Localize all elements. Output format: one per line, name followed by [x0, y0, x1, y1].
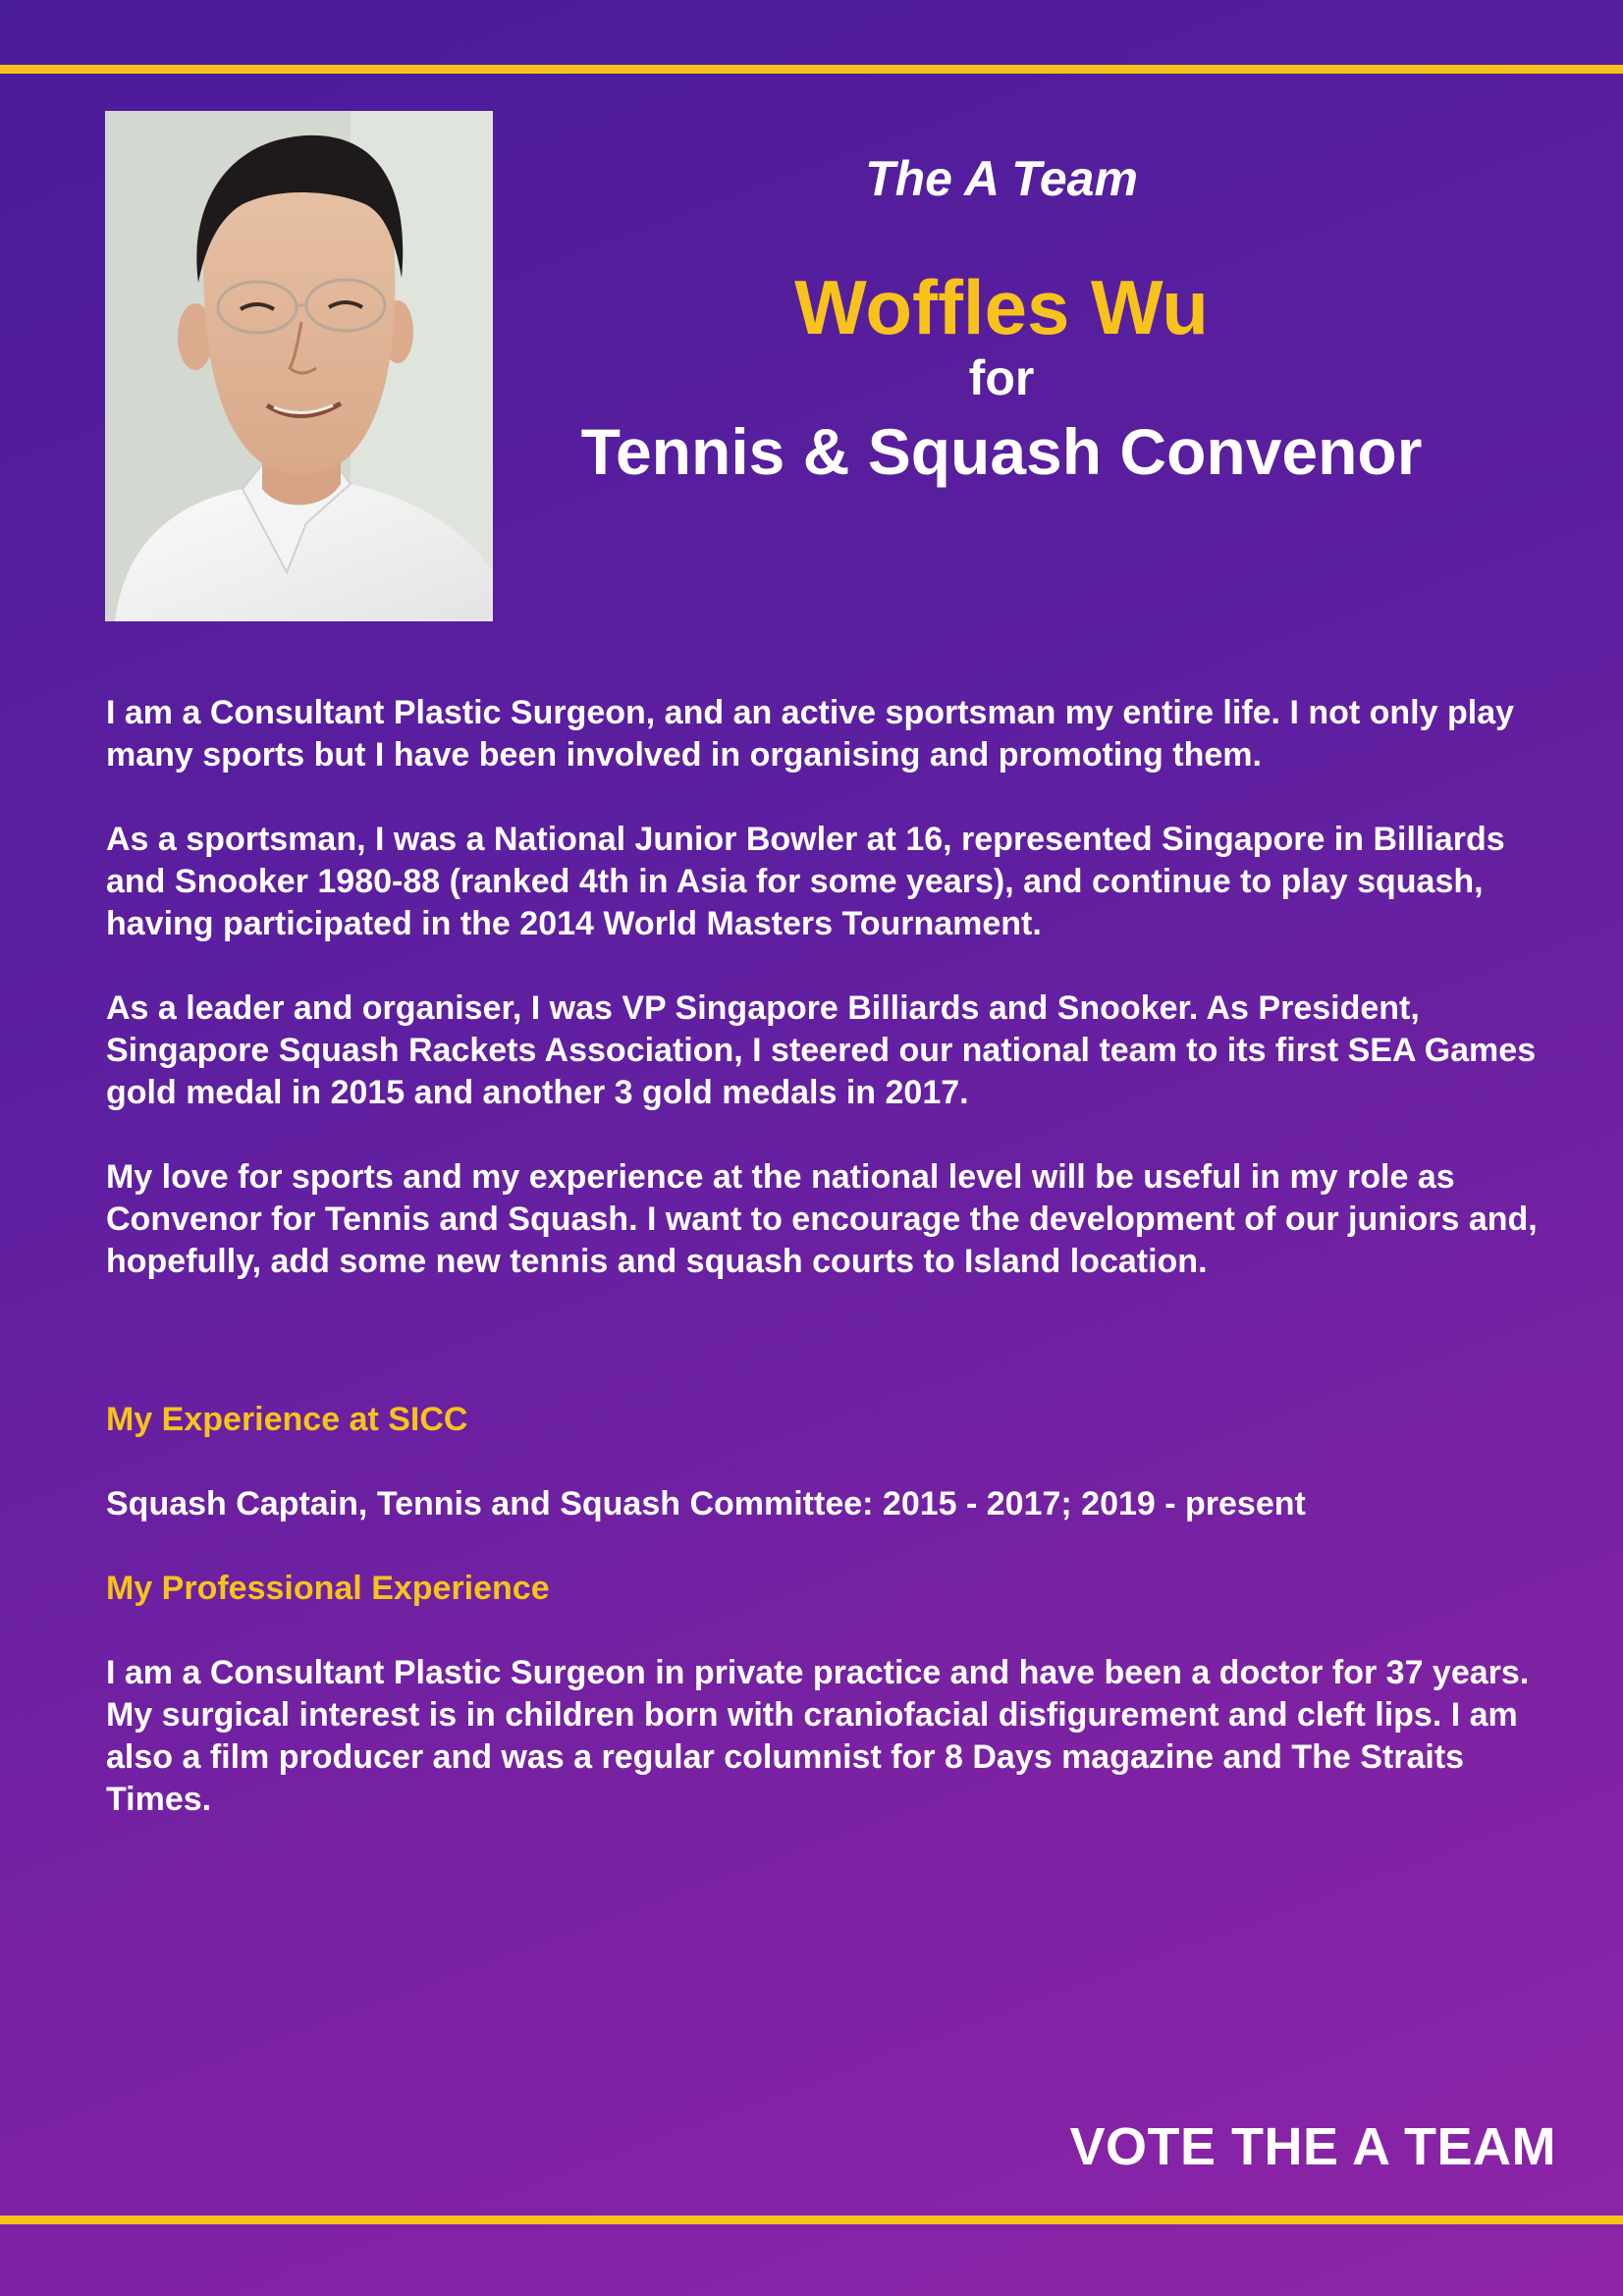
- team-label: The A Team: [865, 151, 1138, 206]
- bio-paragraph-leader: As a leader and organiser, I was VP Singapore Billiards and Snooker. As President, Singapore Squash Rackets Association, I steered our national team to its first SEA Games gold medal in 2015 and another 3 gold medals in 2017.: [106, 989, 1537, 1111]
- spacer: [106, 1325, 1540, 1399]
- top-accent-rule: [0, 65, 1623, 74]
- candidate-photo: [105, 111, 493, 621]
- bio-paragraph-goals: My love for sports and my experience at the national level will be useful in my role as Convenor for Tennis and Squash. I want to encourage the development of our juniors and, hopefully, add some new tennis and squash courts to Island location.: [106, 1158, 1538, 1280]
- bio-paragraph-intro: I am a Consultant Plastic Surgeon, and an active sportsman my entire life. I not only play many sports but I have been involved in organising and promoting them.: [106, 694, 1515, 774]
- vote-call-to-action: VOTE THE A TEAM: [1069, 2117, 1556, 2176]
- portrait-photo-icon: [105, 111, 493, 621]
- candidate-name: Woffles Wu: [794, 264, 1209, 350]
- sicc-experience-text: Squash Captain, Tennis and Squash Committee: 2015 - 2017; 2019 - present: [106, 1485, 1306, 1522]
- bio-section: [106, 692, 1540, 1863]
- professional-experience-heading: My Professional Experience: [106, 1570, 550, 1607]
- bio-paragraph-sportsman: As a sportsman, I was a National Junior Bowler at 16, represented Singapore in Billiards and Snooker 1980-88 (ranked 4th in Asia for some years), and continue to play squash, having participated in the 2014 World Masters Tournament.: [106, 821, 1505, 942]
- professional-experience-text: I am a Consultant Plastic Surgeon in private practice and have been a doctor for 37 years. My surgical interest is in children born with craniofacial disfigurement and cleft lips. I am also a film producer and was a regular columnist for 8 Days magazine and The Straits Times.: [106, 1654, 1530, 1818]
- header: [511, 147, 1492, 491]
- bottom-accent-rule: [0, 2216, 1623, 2224]
- role-title: Tennis & Squash Convenor: [580, 415, 1423, 488]
- for-word: for: [968, 350, 1035, 405]
- sicc-experience-heading: My Experience at SICC: [106, 1401, 468, 1438]
